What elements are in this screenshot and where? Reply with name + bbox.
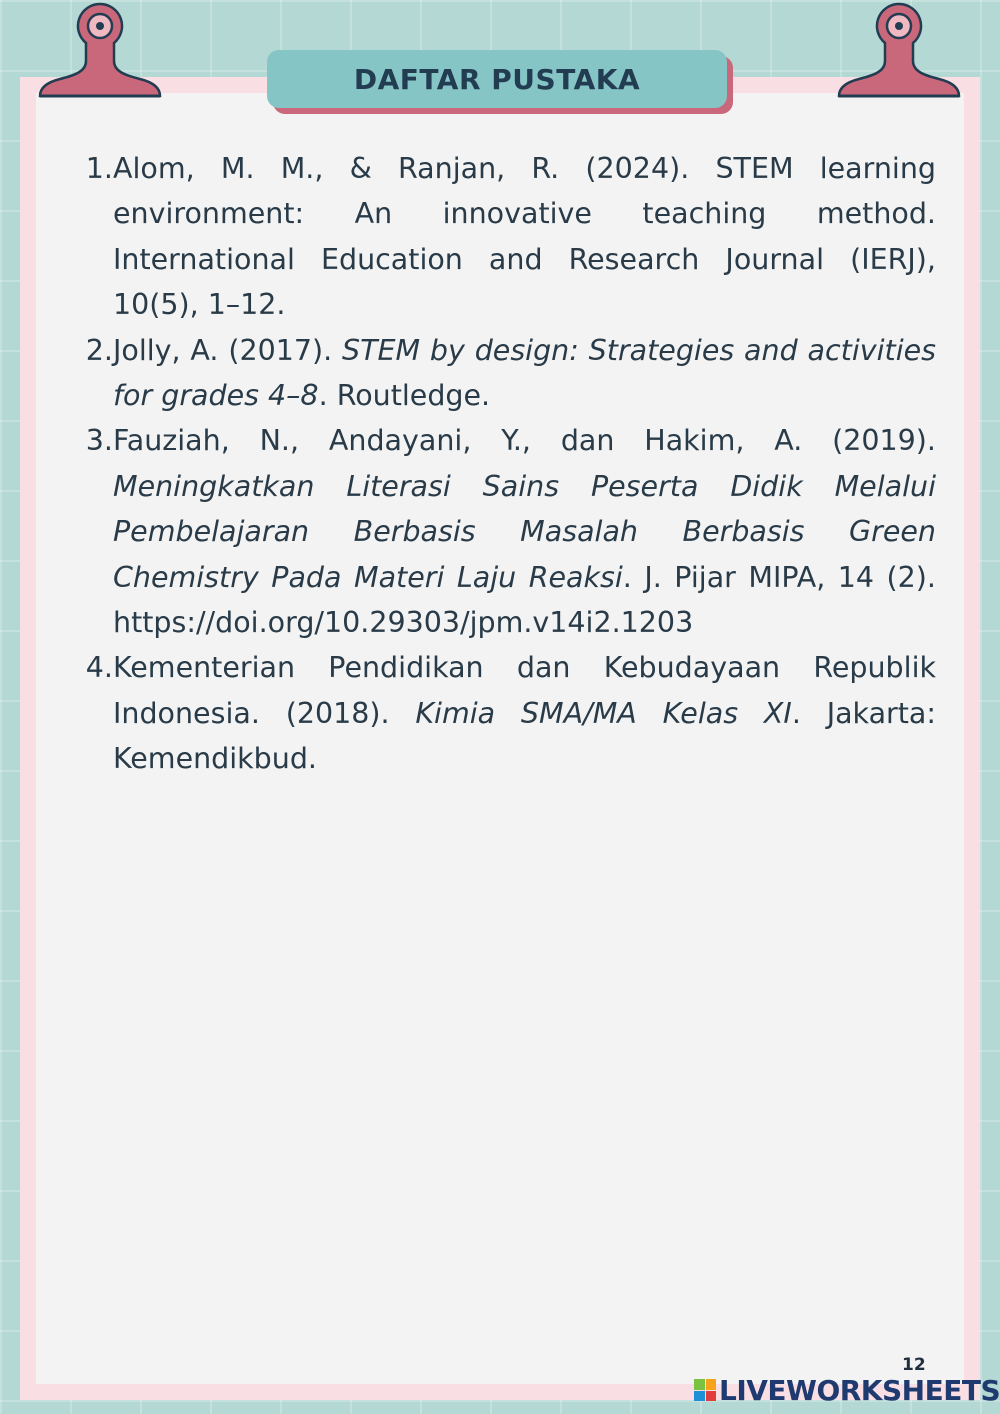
reference-text: Jolly, A. (2017). (113, 333, 342, 367)
title-tab (267, 50, 727, 108)
reference-title: Meningkatkan Literasi Sains Peserta Didik Melalui Pembelajaran Berbasis Masalah Berbasis Green Chemistry Pada Materi Laju Reaksi (113, 469, 936, 594)
logo-squares-icon (694, 1379, 716, 1401)
reference-text: Kementerian Pendidikan dan Kebudayaan Republik Indonesia. (2018). (113, 651, 936, 730)
reference-text: . Routledge. (318, 379, 491, 413)
reference-text: . J. Pijar MIPA, 14 (2). https://doi.org/10.29303/jpm.v14i2.1203 (113, 560, 936, 640)
reference-number: 3. (85, 424, 113, 458)
reference-title: STEM by design: Strategies and activities for grades 4–8 (113, 333, 936, 413)
reference-number: 4. (85, 651, 113, 685)
binder-clip-right-icon (835, 0, 963, 100)
liveworksheets-logo[interactable] (694, 1375, 1000, 1405)
reference-text: Alom, M. M., & Ranjan, R. (2024). STEM learning environment: An innovative teaching method. International Education and Research Journal (IERJ), 10(5), 1–12. (113, 152, 936, 322)
page-title: DAFTAR PUSTAKA (353, 62, 641, 96)
reference-list (80, 146, 936, 782)
reference-item (80, 146, 936, 328)
page-number: 12 (902, 1355, 926, 1375)
reference-item (80, 328, 936, 419)
reference-item (80, 418, 936, 645)
reference-item (80, 645, 936, 781)
reference-text: Fauziah, N., Andayani, Y., dan Hakim, A. (2019). (113, 424, 936, 458)
reference-number: 1. (85, 152, 113, 185)
reference-number: 2. (85, 333, 113, 367)
reference-text: . Jakarta: Kemendikbud. (113, 696, 936, 776)
brand-name: LIVEWORKSHEETS (719, 1373, 1000, 1407)
reference-title: Kimia SMA/MA Kelas XI (415, 696, 792, 730)
binder-clip-left-icon (36, 0, 164, 100)
